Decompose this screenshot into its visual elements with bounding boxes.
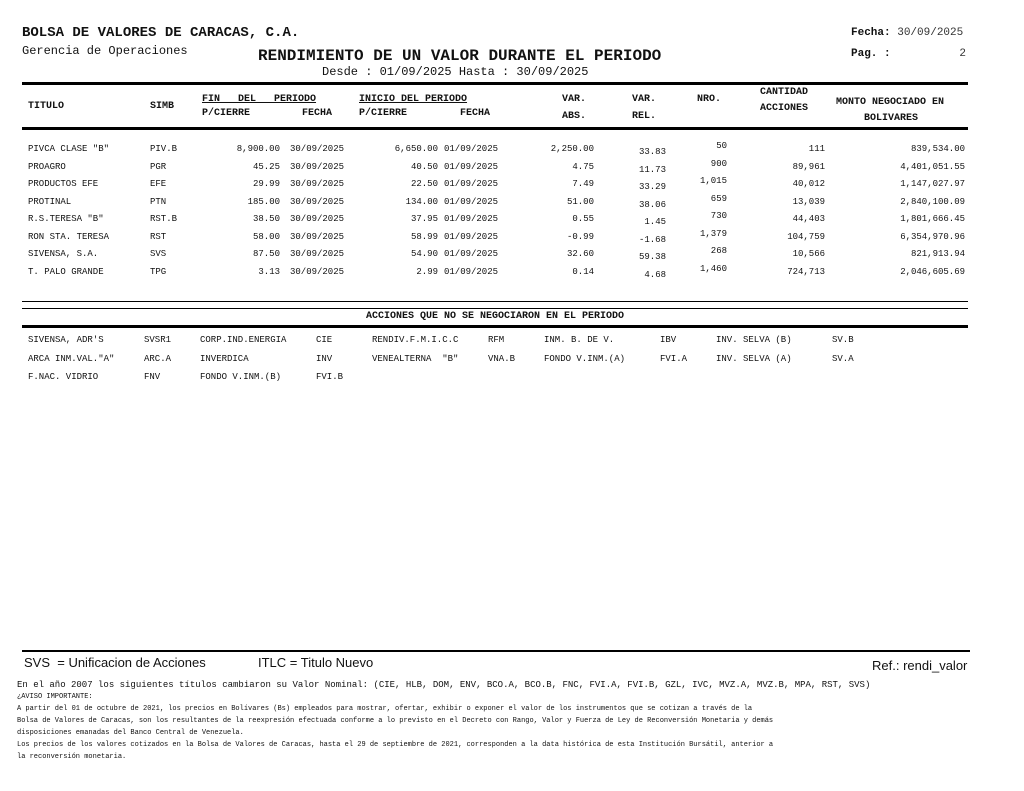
legend-svs: SVS = Unificacion de Acciones [24, 655, 206, 670]
no-trade-name: CORP.IND.ENERGIA [200, 335, 287, 345]
col-ini-pcierre: P/CIERRE [359, 108, 408, 119]
notice-line-1: A partir del 01 de octubre de 2021, los precios en Bolívares (Bs) empleados para mostrar, ofertar, exhibir o exponer el valor de los instrumentos que se cotizan a través de la [17, 705, 753, 713]
report-reference: Ref.: rendi_valor [872, 658, 968, 673]
cell-fin-p: 58.00 [252, 231, 280, 242]
no-trade-symbol: SV.B [832, 335, 854, 345]
cell-cant: 10,566 [792, 249, 825, 259]
department-name: Gerencia de Operaciones [22, 44, 188, 58]
cell-ini-f: 01/09/2025 [444, 214, 499, 224]
cell-cant: 111 [808, 144, 825, 154]
no-trade-top-rule [22, 308, 968, 309]
footer-rule [22, 650, 970, 652]
cell-ini-f: 01/09/2025 [444, 266, 499, 277]
cell-var-abs: 7.49 [572, 179, 594, 189]
cell-var-rel: 4.68 [644, 269, 666, 280]
table-end-rule [22, 301, 968, 302]
cell-nro: 268 [710, 246, 727, 256]
cell-fin-f: 30/09/2025 [290, 161, 345, 172]
cell-monto: 6,354,970.96 [900, 231, 965, 242]
page-label: Pag. : [851, 48, 891, 60]
legend-itlc: ITLC = Titulo Nuevo [258, 655, 374, 670]
notice-line-2: Bolsa de Valores de Caracas, son los resultantes de la reexpresión efectuada conforme a lo previsto en el Decreto con Rango, Valor y Fuerza de Ley de Reconversión Monetaria y demás [17, 717, 774, 725]
cell-fin-f: 30/09/2025 [290, 231, 345, 242]
cell-simb: RST [150, 231, 167, 242]
no-trade-title: ACCIONES QUE NO SE NEGOCIARON EN EL PERIODO [365, 311, 625, 322]
no-trade-name: RENDIV.F.M.I.C.C [372, 335, 459, 345]
cell-var-abs: 4.75 [572, 161, 594, 172]
no-trade-name: INVERDICA [200, 353, 249, 364]
cell-var-rel: 33.29 [638, 182, 666, 192]
cell-titulo: T. PALO GRANDE [28, 266, 104, 277]
cell-fin-f: 30/09/2025 [290, 214, 345, 224]
cell-var-rel: 33.83 [638, 147, 666, 157]
cell-monto: 2,046,605.69 [900, 266, 965, 277]
cell-ini-p: 58.99 [410, 231, 438, 242]
cell-fin-f: 30/09/2025 [290, 144, 345, 154]
col-inicio-group: INICIO DEL PERIODO [359, 94, 468, 105]
cell-monto: 821,913.94 [910, 249, 965, 259]
cell-monto: 4,401,051.55 [900, 161, 965, 172]
cell-cant: 724,713 [787, 266, 825, 277]
cell-ini-p: 40.50 [410, 161, 438, 172]
cell-fin-p: 8,900.00 [236, 144, 280, 154]
no-trade-name: SIVENSA, ADR'S [28, 335, 104, 345]
cell-titulo: R.S.TERESA "B" [28, 214, 104, 224]
no-trade-symbol: VNA.B [488, 353, 516, 364]
cell-var-abs: 51.00 [566, 196, 594, 207]
cell-simb: PGR [150, 161, 167, 172]
header-top-rule [22, 82, 968, 85]
col-var-abs-2: ABS. [562, 111, 587, 122]
cell-ini-f: 01/09/2025 [444, 144, 499, 154]
cell-var-rel: 59.38 [638, 252, 666, 262]
no-trade-symbol: SVSR1 [144, 335, 172, 345]
no-trade-symbol: ARC.A [144, 353, 172, 364]
col-var-rel-1: VAR. [632, 94, 657, 105]
cell-monto: 2,840,100.09 [900, 196, 965, 207]
notice-line-4: Los precios de los valores cotizados en la Bolsa de Valores de Caracas, hasta el 29 de septiembre de 2021, corresponden a la data histórica de esta Institución Bursátil, anterior a [17, 741, 774, 749]
report-period: Desde : 01/09/2025 Hasta : 30/09/2025 [322, 65, 589, 79]
cell-var-rel: -1.68 [638, 234, 666, 245]
col-var-rel-2: REL. [632, 111, 657, 122]
company-name: BOLSA DE VALORES DE CARACAS, C.A. [22, 25, 300, 41]
cell-var-rel: 11.73 [638, 164, 666, 175]
no-trade-symbol: CIE [316, 335, 333, 345]
cell-fin-p: 185.00 [247, 196, 280, 207]
cell-ini-f: 01/09/2025 [444, 231, 499, 242]
cell-fin-f: 30/09/2025 [290, 249, 345, 259]
no-trade-name: F.NAC. VIDRIO [28, 372, 99, 382]
cell-simb: PTN [150, 196, 167, 207]
cell-titulo: PROTINAL [28, 196, 72, 207]
no-trade-symbol: SV.A [832, 353, 854, 364]
col-ini-fecha: FECHA [460, 108, 491, 119]
cell-ini-p: 134.00 [405, 196, 438, 207]
cell-cant: 104,759 [787, 231, 825, 242]
no-trade-name: INM. B. DE V. [544, 335, 615, 345]
col-titulo: TITULO [28, 101, 65, 112]
cell-ini-p: 37.95 [410, 214, 438, 224]
col-var-abs-1: VAR. [562, 94, 587, 105]
notice-line-5: la reconversión monetaria. [17, 753, 127, 761]
cell-simb: EFE [150, 179, 167, 189]
cell-monto: 839,534.00 [910, 144, 965, 154]
col-nro: NRO. [697, 94, 722, 105]
cell-nro: 1,015 [699, 176, 727, 186]
no-trade-symbol: INV [316, 353, 333, 364]
notice-line-3: disposiciones emanadas del Banco Central de Venezuela. [17, 729, 244, 737]
cell-var-abs: -0.99 [566, 231, 594, 242]
col-fin-fecha: FECHA [302, 108, 333, 119]
cell-fin-f: 30/09/2025 [290, 266, 345, 277]
cell-titulo: PIVCA CLASE "B" [28, 144, 110, 154]
cell-titulo: PROAGRO [28, 161, 66, 172]
cell-nro: 1,460 [699, 263, 727, 274]
cell-monto: 1,147,027.97 [900, 179, 965, 189]
no-trade-symbol: RFM [488, 335, 505, 345]
cell-nro: 659 [710, 193, 727, 204]
cell-titulo: RON STA. TERESA [28, 231, 110, 242]
cell-ini-p: 6,650.00 [394, 144, 438, 154]
date-value: 30/09/2025 [897, 27, 964, 39]
col-monto-1: MONTO NEGOCIADO EN [836, 97, 945, 108]
no-trade-name: INV. SELVA (B) [716, 335, 792, 345]
cell-simb: RST.B [150, 214, 178, 224]
cell-cant: 40,012 [792, 179, 825, 189]
no-trade-name: ARCA INM.VAL."A" [28, 353, 115, 364]
nominal-value-note: En el año 2007 los siguientes títulos cambiaron su Valor Nominal: (CIE, HLB, DOM, ENV, BCO.A, BCO.B, FNC, FVI.A, FVI.B, GZL, IVC, MVZ.A, MVZ.B, MPA, RST, SVS) [17, 680, 871, 690]
cell-ini-p: 54.90 [410, 249, 438, 259]
cell-var-abs: 2,250.00 [550, 144, 594, 154]
cell-ini-f: 01/09/2025 [444, 249, 499, 259]
notice-title: ¿AVISO IMPORTANTE: [17, 693, 93, 701]
no-trade-symbol: FVI.A [660, 353, 688, 364]
no-trade-name: INV. SELVA (A) [716, 353, 792, 364]
page-number: 2 [959, 48, 966, 60]
no-trade-symbol: FVI.B [316, 372, 344, 382]
cell-titulo: SIVENSA, S.A. [28, 249, 99, 259]
cell-simb: PIV.B [150, 144, 178, 154]
header-bottom-rule [22, 127, 968, 130]
col-simb: SIMB [150, 101, 175, 112]
no-trade-name: FONDO V.INM.(B) [200, 372, 282, 382]
cell-monto: 1,801,666.45 [900, 214, 965, 224]
cell-var-rel: 38.06 [638, 199, 666, 210]
cell-cant: 13,039 [792, 196, 825, 207]
cell-fin-f: 30/09/2025 [290, 179, 345, 189]
cell-nro: 900 [710, 158, 727, 169]
cell-fin-p: 38.50 [252, 214, 280, 224]
col-cantidad-2: ACCIONES [760, 103, 809, 114]
col-fin-pcierre: P/CIERRE [202, 108, 251, 119]
no-trade-name: FONDO V.INM.(A) [544, 353, 626, 364]
cell-fin-p: 29.99 [252, 179, 280, 189]
no-trade-symbol: IBV [660, 335, 677, 345]
cell-ini-p: 2.99 [416, 266, 438, 277]
cell-fin-p: 45.25 [252, 161, 280, 172]
col-fin-group: FIN DEL PERIODO [202, 94, 317, 105]
cell-nro: 50 [716, 141, 727, 151]
date-field [851, 27, 963, 39]
cell-ini-f: 01/09/2025 [444, 196, 499, 207]
no-trade-bottom-rule [22, 325, 968, 328]
cell-ini-f: 01/09/2025 [444, 161, 499, 172]
cell-fin-p: 87.50 [252, 249, 280, 259]
report-title: RENDIMIENTO DE UN VALOR DURANTE EL PERIODO [258, 47, 662, 65]
cell-titulo: PRODUCTOS EFE [28, 179, 99, 189]
cell-var-rel: 1.45 [644, 217, 666, 227]
cell-fin-p: 3.13 [258, 266, 280, 277]
cell-simb: TPG [150, 266, 167, 277]
col-monto-2: BOLIVARES [864, 113, 919, 124]
cell-fin-f: 30/09/2025 [290, 196, 345, 207]
cell-nro: 1,379 [699, 228, 727, 239]
cell-ini-p: 22.50 [410, 179, 438, 189]
cell-var-abs: 32.60 [566, 249, 594, 259]
no-trade-symbol: FNV [144, 372, 161, 382]
date-label: Fecha: [851, 27, 891, 39]
cell-cant: 44,403 [792, 214, 825, 224]
cell-simb: SVS [150, 249, 167, 259]
cell-cant: 89,961 [792, 161, 825, 172]
col-cantidad-1: CANTIDAD [760, 87, 809, 98]
cell-nro: 730 [710, 211, 727, 221]
cell-var-abs: 0.55 [572, 214, 594, 224]
cell-ini-f: 01/09/2025 [444, 179, 499, 189]
cell-var-abs: 0.14 [572, 266, 594, 277]
no-trade-name: VENEALTERNA "B" [372, 353, 459, 364]
